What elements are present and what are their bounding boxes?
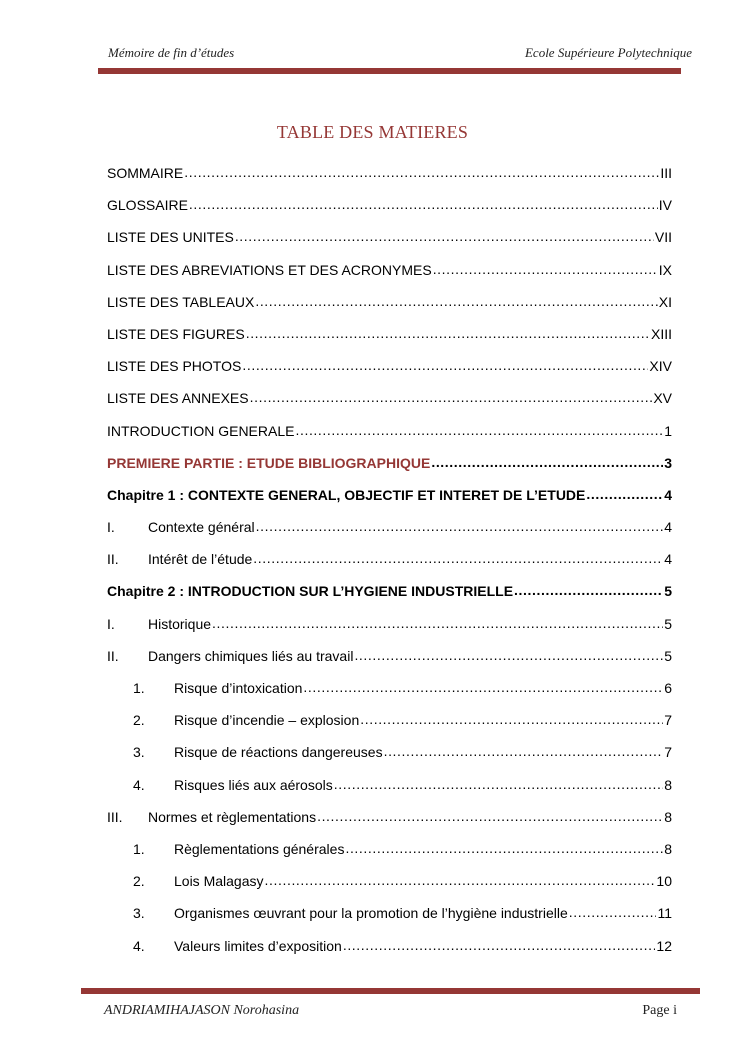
toc-entry-label: Intérêt de l’étude [148, 551, 253, 568]
toc-entry-page: 5 [664, 615, 672, 632]
toc-entry[interactable] [107, 164, 672, 196]
toc-dot-leader [265, 872, 656, 886]
toc-entry-label: PREMIERE PARTIE : ETUDE BIBLIOGRAPHIQUE [107, 454, 431, 471]
toc-entry-label: Risques liés aux aérosols [174, 776, 333, 793]
toc-entry-page: 10 [656, 873, 672, 890]
toc-entry[interactable] [107, 518, 672, 550]
toc-entry-label: LISTE DES TABLEAUX [107, 293, 255, 310]
toc-dot-leader [384, 743, 664, 757]
toc-entry-page: 11 [657, 905, 672, 922]
toc-entry[interactable] [107, 872, 672, 904]
toc-dot-leader [255, 293, 657, 307]
toc-entry-page: IV [658, 197, 672, 214]
header-left-text: Mémoire de fin d’études [108, 45, 235, 60]
toc-dot-leader [343, 937, 656, 951]
toc-entry-page: 1 [664, 422, 672, 439]
toc-entry-number: 1. [133, 840, 145, 857]
toc-dot-leader [317, 808, 663, 822]
toc-entry-label: Lois Malagasy [174, 873, 264, 890]
toc-entry-page: XI [658, 293, 672, 310]
toc-dot-leader [360, 711, 663, 725]
table-of-contents [107, 164, 672, 969]
toc-entry[interactable] [107, 454, 672, 486]
toc-entry-label: Règlementations générales [174, 840, 345, 857]
toc-entry-page: 7 [664, 744, 672, 761]
toc-entry[interactable] [107, 325, 672, 357]
toc-entry-number: 4. [133, 776, 145, 793]
toc-entry[interactable] [107, 937, 672, 969]
toc-entry-page: IX [658, 261, 672, 278]
toc-dot-leader [235, 228, 654, 242]
toc-entry-label: INTRODUCTION GENERALE [107, 422, 295, 439]
toc-entry-number: 3. [133, 905, 145, 922]
toc-entry-label: GLOSSAIRE [107, 197, 188, 214]
toc-dot-leader [250, 389, 653, 403]
toc-entry-number: 2. [133, 873, 145, 890]
toc-entry[interactable] [107, 647, 672, 679]
toc-entry-label: LISTE DES ANNEXES [107, 390, 249, 407]
toc-entry[interactable] [107, 550, 672, 582]
toc-entry-label: Dangers chimiques liés au travail [148, 647, 354, 664]
footer-page-number: Page i [642, 1003, 677, 1018]
toc-dot-leader [242, 357, 648, 371]
toc-entry-label: Risque d’incendie – explosion [174, 712, 360, 729]
footer-divider [81, 988, 700, 994]
toc-entry-page: III [660, 165, 672, 181]
toc-entry[interactable] [107, 711, 672, 743]
toc-entry-page: VII [654, 229, 672, 246]
toc-entry[interactable] [107, 196, 672, 228]
toc-entry-page: 4 [664, 486, 672, 503]
toc-entry[interactable] [107, 357, 672, 389]
toc-entry-page: 12 [656, 937, 672, 954]
toc-entry-number: II. [107, 551, 119, 568]
toc-entry[interactable] [107, 904, 672, 936]
toc-dot-leader [334, 776, 663, 790]
toc-entry-label: SOMMAIRE [107, 165, 184, 181]
toc-dot-leader [586, 486, 663, 500]
toc-dot-leader [345, 840, 663, 854]
toc-entry[interactable] [107, 261, 672, 293]
toc-entry-label: Organismes œuvrant pour la promotion de l’hygiène industrielle [174, 905, 568, 922]
toc-dot-leader [295, 422, 663, 436]
toc-dot-leader [253, 550, 663, 564]
toc-entry[interactable] [107, 293, 672, 325]
toc-entry-number: 3. [133, 744, 145, 761]
header-divider [98, 68, 681, 74]
toc-entry-label: Contexte général [148, 519, 255, 536]
toc-entry-label: Chapitre 2 : INTRODUCTION SUR L’HYGIENE INDUSTRIELLE [107, 583, 514, 600]
toc-entry[interactable] [107, 743, 672, 775]
toc-entry[interactable] [107, 228, 672, 260]
toc-dot-leader [433, 261, 658, 275]
toc-entry-page: 6 [664, 680, 672, 696]
toc-dot-leader [303, 679, 663, 693]
header-right-text: Ecole Supérieure Polytechnique [524, 45, 692, 60]
toc-entry-page: 3 [664, 454, 672, 471]
toc-entry-page: XIII [650, 325, 672, 342]
toc-entry-label: Risque de réactions dangereuses [174, 744, 383, 761]
toc-dot-leader [514, 582, 663, 596]
toc-entry[interactable] [107, 808, 672, 840]
toc-entry-page: 7 [664, 712, 672, 729]
toc-entry-page: 8 [664, 808, 672, 825]
toc-dot-leader [354, 647, 663, 661]
toc-entry-label: Chapitre 1 : CONTEXTE GENERAL, OBJECTIF ET INTERET DE L’ETUDE [107, 486, 586, 503]
toc-entry[interactable] [107, 679, 672, 711]
toc-entry-label: LISTE DES ABREVIATIONS ET DES ACRONYMES [107, 261, 432, 278]
toc-dot-leader [431, 454, 663, 468]
footer-author: ANDRIAMIHAJASON Norohasina [104, 1003, 300, 1018]
toc-entry-label: LISTE DES PHOTOS [107, 358, 242, 375]
toc-entry-label: Normes et règlementations [148, 808, 317, 825]
toc-dot-leader [246, 325, 650, 339]
toc-entry-number: 4. [133, 937, 145, 954]
toc-entry-label: Historique [148, 615, 212, 632]
toc-dot-leader [189, 196, 658, 210]
toc-entry-page: XV [653, 390, 672, 407]
toc-dot-leader [184, 164, 659, 178]
toc-entry[interactable] [107, 486, 672, 518]
toc-entry-number: 1. [133, 680, 145, 696]
toc-entry-label: LISTE DES FIGURES [107, 325, 245, 342]
toc-entry-label: Valeurs limites d’exposition [174, 937, 342, 954]
toc-entry[interactable] [107, 840, 672, 872]
page-title: TABLE DES MATIERES [276, 122, 469, 142]
toc-entry-number: II. [107, 647, 119, 664]
toc-entry[interactable] [107, 422, 672, 454]
toc-entry-page: 4 [664, 551, 672, 568]
toc-entry[interactable] [107, 615, 672, 647]
toc-entry-page: 5 [664, 583, 672, 600]
toc-dot-leader [256, 518, 664, 532]
toc-dot-leader [212, 615, 663, 629]
toc-dot-leader [569, 904, 657, 918]
toc-entry-number: I. [107, 615, 115, 632]
toc-entry-page: 4 [664, 519, 672, 536]
toc-entry-number: 2. [133, 712, 145, 729]
toc-entry[interactable] [107, 776, 672, 808]
toc-entry-page: 8 [664, 840, 672, 857]
toc-entry-label: LISTE DES UNITES [107, 229, 234, 246]
toc-entry[interactable] [107, 389, 672, 421]
toc-entry-page: 8 [664, 776, 672, 793]
toc-entry-label: Risque d’intoxication [174, 680, 303, 696]
toc-entry-number: III. [107, 808, 123, 825]
toc-entry-number: I. [107, 519, 115, 536]
toc-entry-page: 5 [664, 647, 672, 664]
toc-entry-page: XIV [649, 358, 672, 375]
toc-entry[interactable] [107, 582, 672, 614]
